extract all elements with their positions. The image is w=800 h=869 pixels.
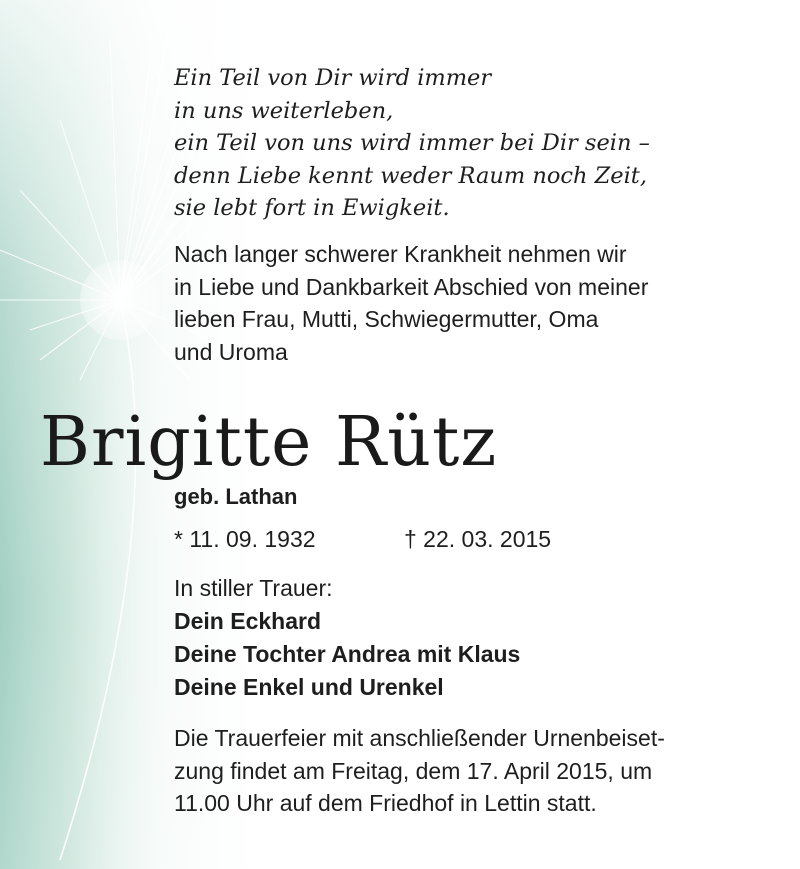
mourner-name: Deine Tochter Andrea mit Klaus <box>174 641 521 667</box>
announcement-text <box>174 238 774 368</box>
death-date: † 22. 03. 2015 <box>404 526 552 552</box>
poem-line: sie lebt fort in Ewigkeit. <box>174 195 450 222</box>
announcement-line: Nach langer schwerer Krankheit nehmen wir <box>174 241 627 267</box>
announcement-line: und Uroma <box>174 338 288 365</box>
announcement-line: lieben Frau, Mutti, Schwiegermutter, Oma <box>174 306 599 332</box>
funeral-details <box>174 722 774 820</box>
poem-line: ein Teil von uns wird immer bei Dir sein – <box>174 130 650 157</box>
birth-date: * 11. 09. 1932 <box>174 526 316 552</box>
funeral-line: Die Trauerfeier mit anschließender Urnenbeiset- <box>174 725 665 751</box>
poem-line: in uns weiterleben, <box>174 97 394 124</box>
maiden-name: geb. Lathan <box>174 484 298 509</box>
poem-line: denn Liebe kennt weder Raum noch Zeit, <box>174 162 647 189</box>
life-dates <box>174 526 734 553</box>
announcement-line: in Liebe und Dankbarkeit Abschied von meiner <box>174 273 649 300</box>
deceased-name: Brigitte Rütz <box>40 403 498 482</box>
poem-line: Ein Teil von Dir wird immer <box>174 65 492 91</box>
funeral-line: 11.00 Uhr auf dem Friedhof in Lettin statt. <box>174 790 597 816</box>
mourner-name: Deine Enkel und Urenkel <box>174 674 444 700</box>
mourners-label: In stiller Trauer: <box>174 575 333 601</box>
mourners-section <box>174 572 774 704</box>
mourner-name: Dein Eckhard <box>174 608 321 634</box>
funeral-line: zung findet am Freitag, dem 17. April 2015, um <box>174 757 653 784</box>
poem <box>174 62 774 225</box>
